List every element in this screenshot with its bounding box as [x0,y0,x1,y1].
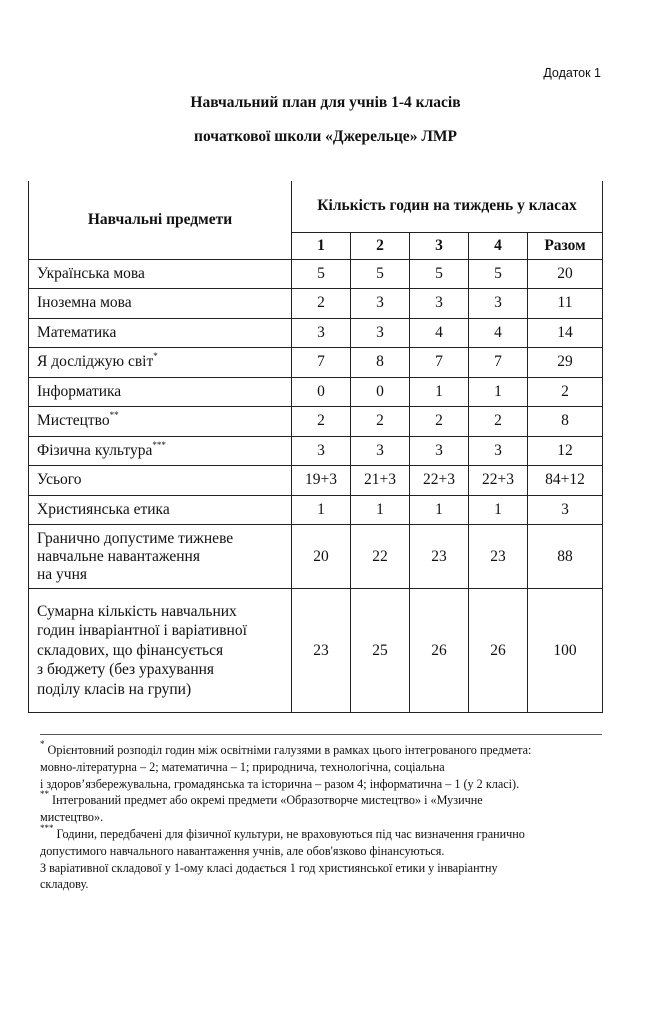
col-header-total: Разом [528,232,603,259]
value-cell: 1 [410,377,469,407]
col-header-grade-1: 1 [292,232,351,259]
subject-cell: Іноземна мова [29,289,292,319]
value-cell: 1 [469,495,528,525]
table-row [29,407,603,437]
subject-cell: Математика [29,318,292,348]
subject-cell: Мистецтво** [29,407,292,437]
footnote-4: З варіативної складової у 1-ому класі додається 1 год християнської етики у інваріантну [40,860,498,875]
total-cell: 100 [528,589,603,713]
value-cell: 2 [292,289,351,319]
value-cell: 3 [351,318,410,348]
value-cell: 7 [469,348,528,378]
value-cell: 3 [410,289,469,319]
footnote-1-cont: мовно-літературна – 2; математична – 1; природнича, технологічна, соціальна [40,759,445,774]
value-cell: 3 [351,289,410,319]
table-row-max-load [29,525,603,589]
total-cell: 29 [528,348,603,378]
value-cell: 3 [292,436,351,466]
total-cell: 12 [528,436,603,466]
footnotes [40,739,610,893]
value-cell: 3 [292,318,351,348]
subject-cell: Християнська етика [29,495,292,525]
value-cell: 2 [410,407,469,437]
value-cell: 7 [292,348,351,378]
col-header-grade-2: 2 [351,232,410,259]
value-cell: 20 [292,525,351,589]
total-cell: 8 [528,407,603,437]
subjects-header: Навчальні предмети [29,181,292,259]
total-cell: 84+12 [528,466,603,496]
footnote-3-cont: допустимого навчального навантаження учнів, але обов'язково фінансуються. [40,843,445,858]
value-cell: 26 [410,589,469,713]
value-cell: 23 [410,525,469,589]
footnote-1-cont: і здоров’язбережувальна, громадянська та історична – разом 4; інформатична – 1 (у 2 класі). [40,776,520,791]
value-cell: 1 [292,495,351,525]
total-cell: 2 [528,377,603,407]
value-cell: 5 [351,259,410,289]
subject-cell: Фізична культура*** [29,436,292,466]
total-cell: 3 [528,495,603,525]
value-cell: 3 [410,436,469,466]
value-cell: 0 [351,377,410,407]
table-row [29,495,603,525]
curriculum-table [28,181,603,713]
document-title: Навчальний план для учнів 1-4 класів [190,94,461,111]
subject-cell: Інформатика [29,377,292,407]
footnote-3: *** Години, передбачені для фізичної культури, не враховуються під час визначення гранично [40,822,525,841]
table-row [29,259,603,289]
value-cell: 22+3 [410,466,469,496]
subject-cell: Українська мова [29,259,292,289]
document-subtitle: початкової школи «Джерельце» ЛМР [194,128,457,145]
value-cell: 2 [351,407,410,437]
total-cell: 88 [528,525,603,589]
col-header-grade-3: 3 [410,232,469,259]
value-cell: 5 [469,259,528,289]
hours-header: Кількість годин на тиждень у класах [292,181,603,232]
value-cell: 22 [351,525,410,589]
total-cell: 20 [528,259,603,289]
value-cell: 1 [469,377,528,407]
footnote-4-cont: складову. [40,877,89,892]
value-cell: 3 [469,436,528,466]
value-cell: 5 [292,259,351,289]
value-cell: 1 [410,495,469,525]
value-cell: 8 [351,348,410,378]
value-cell: 5 [410,259,469,289]
value-cell: 3 [469,289,528,319]
table-row [29,289,603,319]
total-cell: 14 [528,318,603,348]
value-cell: 23 [292,589,351,713]
table-row [29,318,603,348]
table-row [29,436,603,466]
table-row-total-funded [29,589,603,713]
value-cell: 23 [469,525,528,589]
value-cell: 4 [469,318,528,348]
value-cell: 4 [410,318,469,348]
footnote-divider [40,734,602,735]
footnote-2: ** Інтегрований предмет або окремі предмети «Образотворче мистецтво» і «Музичне [40,789,483,808]
total-cell: 11 [528,289,603,319]
value-cell: 19+3 [292,466,351,496]
subject-cell: Я досліджую світ* [29,348,292,378]
col-header-grade-4: 4 [469,232,528,259]
value-cell: 25 [351,589,410,713]
value-cell: 3 [351,436,410,466]
value-cell: 0 [292,377,351,407]
max-load-label: Гранично допустиме тижневе навчальне навантаження на учня [29,525,292,589]
footnote-2-cont: мистецтво». [40,810,104,825]
value-cell: 1 [351,495,410,525]
footnote-1: * Орієнтовний розподіл годин між освітніми галузями в рамках цього інтегрованого предмета: [40,739,532,757]
subject-cell: Усього [29,466,292,496]
table-row [29,348,603,378]
value-cell: 2 [292,407,351,437]
value-cell: 2 [469,407,528,437]
total-funded-label: Сумарна кількість навчальних годин інваріантної і варіативної складових, що фінансується з бюджету (без урахування поділу класів на групи) [29,589,292,713]
value-cell: 26 [469,589,528,713]
appendix-label: Додаток 1 [543,66,601,80]
value-cell: 7 [410,348,469,378]
value-cell: 21+3 [351,466,410,496]
value-cell: 22+3 [469,466,528,496]
table-row [29,377,603,407]
table-row [29,466,603,496]
